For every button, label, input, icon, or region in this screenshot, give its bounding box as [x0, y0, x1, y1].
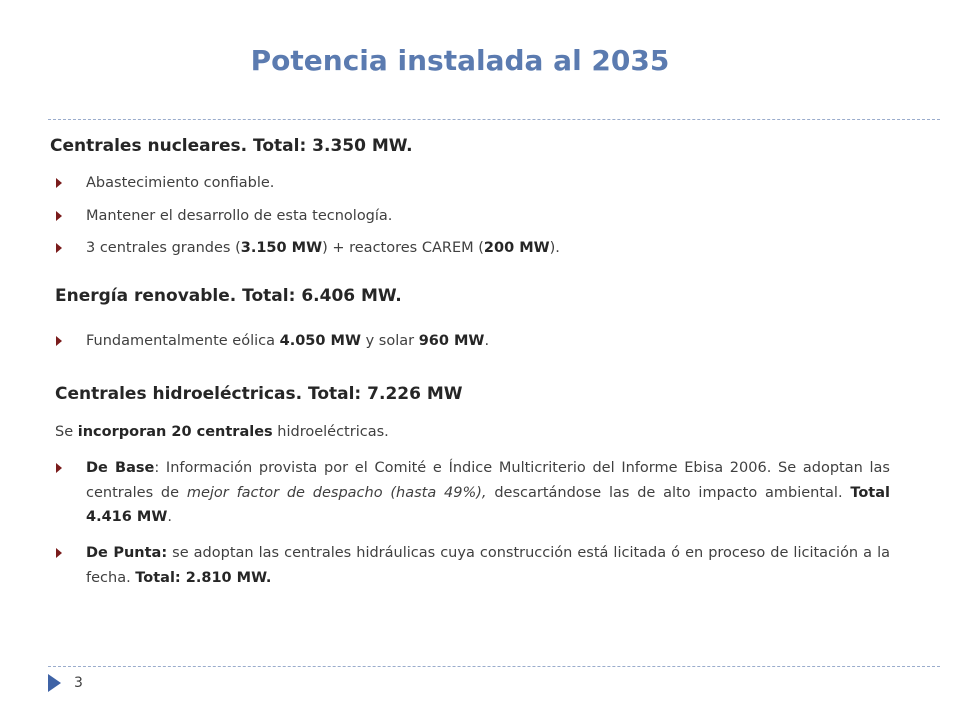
nuclear-heading: [50, 136, 413, 156]
bullet-arrow-icon: [56, 211, 62, 221]
bottom-divider: [48, 666, 940, 667]
hydro-intro: Se incorporan 20 centrales hidroeléctricas.: [55, 424, 389, 440]
nuclear-heading-label: Centrales nucleares.: [50, 136, 254, 156]
page-number: 3: [74, 675, 83, 691]
bullet-arrow-icon: [56, 243, 62, 253]
renewable-heading: Energía renovable. Total: 6.406 MW.: [55, 286, 402, 306]
bullet-arrow-icon: [56, 336, 62, 346]
nuclear-heading-total: Total: 3.350 MW.: [253, 136, 413, 156]
top-divider: [48, 119, 940, 120]
list-item: 3 centrales grandes (3.150 MW) + reactores CAREM (200 MW).: [56, 236, 916, 261]
footer-arrow-icon: [48, 674, 61, 692]
list-item: Mantener el desarrollo de esta tecnología.: [56, 204, 916, 229]
hydro-heading: Centrales hidroeléctricas. Total: 7.226 MW: [55, 384, 463, 404]
list-item: De Punta: se adoptan las centrales hidráulicas cuya construcción está licitada ó en proceso de licitación a la fecha. Total: 2.810 MW.: [56, 541, 890, 590]
list-item: Fundamentalmente eólica 4.050 MW y solar 960 MW.: [56, 329, 916, 354]
bullet-arrow-icon: [56, 178, 62, 188]
bullet-arrow-icon: [56, 463, 62, 473]
list-item: De Base: Información provista por el Comité e Índice Multicriterio del Informe Ebisa 2006. Se adoptan las centrales de mejor factor de despacho (hasta 49%), descartándose las de alto impacto ambiental. Total 4.416 MW.: [56, 456, 890, 530]
slide-title: Potencia instalada al 2035: [250, 44, 670, 77]
bullet-arrow-icon: [56, 548, 62, 558]
list-item: Abastecimiento confiable.: [56, 171, 916, 196]
